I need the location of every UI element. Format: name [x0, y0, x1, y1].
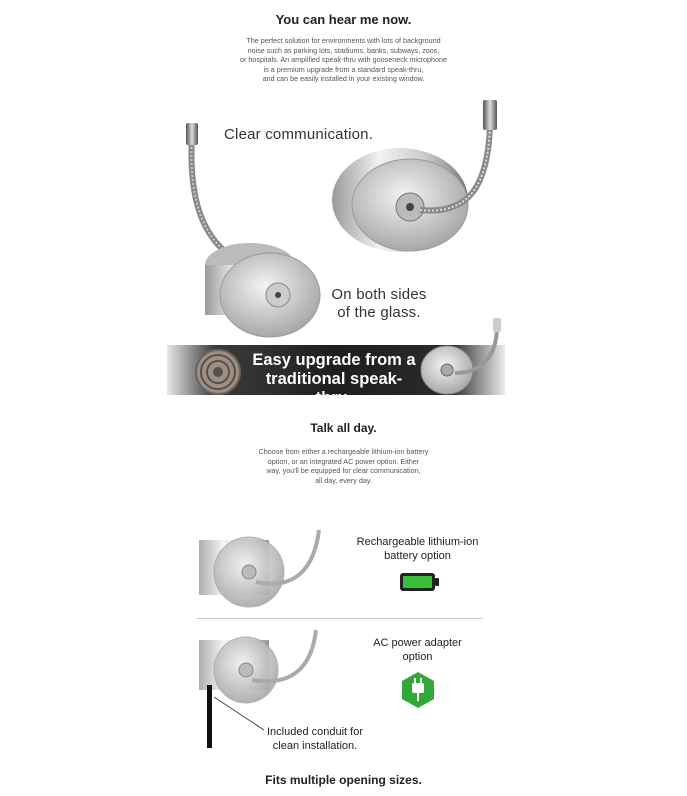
- paragraph-line: all day, every day.: [315, 475, 372, 485]
- option-line: clean installation.: [272, 740, 358, 752]
- conduit-label: [260, 725, 370, 753]
- section-title-hear: You can hear me now.: [275, 12, 412, 27]
- callout-both-sides: [326, 286, 432, 322]
- callout-line: On both sides: [331, 286, 427, 303]
- talk-paragraph: [205, 447, 482, 485]
- intro-paragraph: [190, 36, 497, 84]
- option-line: AC power adapter: [373, 637, 462, 649]
- callout-clear-communication: Clear communication.: [224, 126, 374, 143]
- option-line: option: [402, 651, 433, 663]
- mic-head-left: [186, 123, 198, 145]
- speak-thru-grille-icon: [193, 348, 243, 396]
- section-title-fits: Fits multiple opening sizes.: [265, 773, 422, 787]
- power-plug-icon: [401, 671, 435, 709]
- paragraph-line: Choose from either a rechargeable lithium-ion battery: [258, 447, 429, 456]
- battery-option-label: [350, 535, 485, 563]
- paragraph-line: way, you'll be equipped for clear communication,: [266, 466, 421, 476]
- option-line: Included conduit for: [266, 726, 363, 738]
- callout-line: of the glass.: [337, 304, 421, 321]
- paragraph-line: noise such as parking lots, stadiums, banks, subways, zoos,: [247, 45, 440, 55]
- option-line: battery option: [384, 550, 451, 562]
- paragraph-line: option, or an integrated AC power option. Either: [267, 456, 420, 466]
- banner-text: [248, 351, 420, 408]
- banner-line: traditional speak-thru.: [265, 370, 403, 407]
- battery-full-icon: [399, 572, 441, 592]
- option-line: Rechargeable lithium-ion: [356, 536, 479, 548]
- ac-option-label: [365, 636, 470, 664]
- mic-head-right: [483, 100, 497, 130]
- banner-product-image: [415, 318, 505, 398]
- paragraph-line: The perfect solution for environments with lots of background: [246, 36, 441, 45]
- section-title-talk: Talk all day.: [310, 421, 377, 435]
- paragraph-line: and can be easily installed in your existing window.: [262, 74, 425, 84]
- battery-unit-image: [194, 520, 334, 615]
- paragraph-line: or hospitals. An amplified speak-thru with gooseneck microphone: [240, 55, 447, 65]
- speaker-unit-left: [205, 243, 320, 337]
- banner-line: Easy upgrade from a: [252, 351, 416, 369]
- paragraph-line: is a premium upgrade from a standard speak-thru,: [263, 64, 424, 74]
- speaker-unit-right: [332, 148, 468, 252]
- option-divider: [196, 618, 483, 619]
- conduit: [207, 685, 212, 748]
